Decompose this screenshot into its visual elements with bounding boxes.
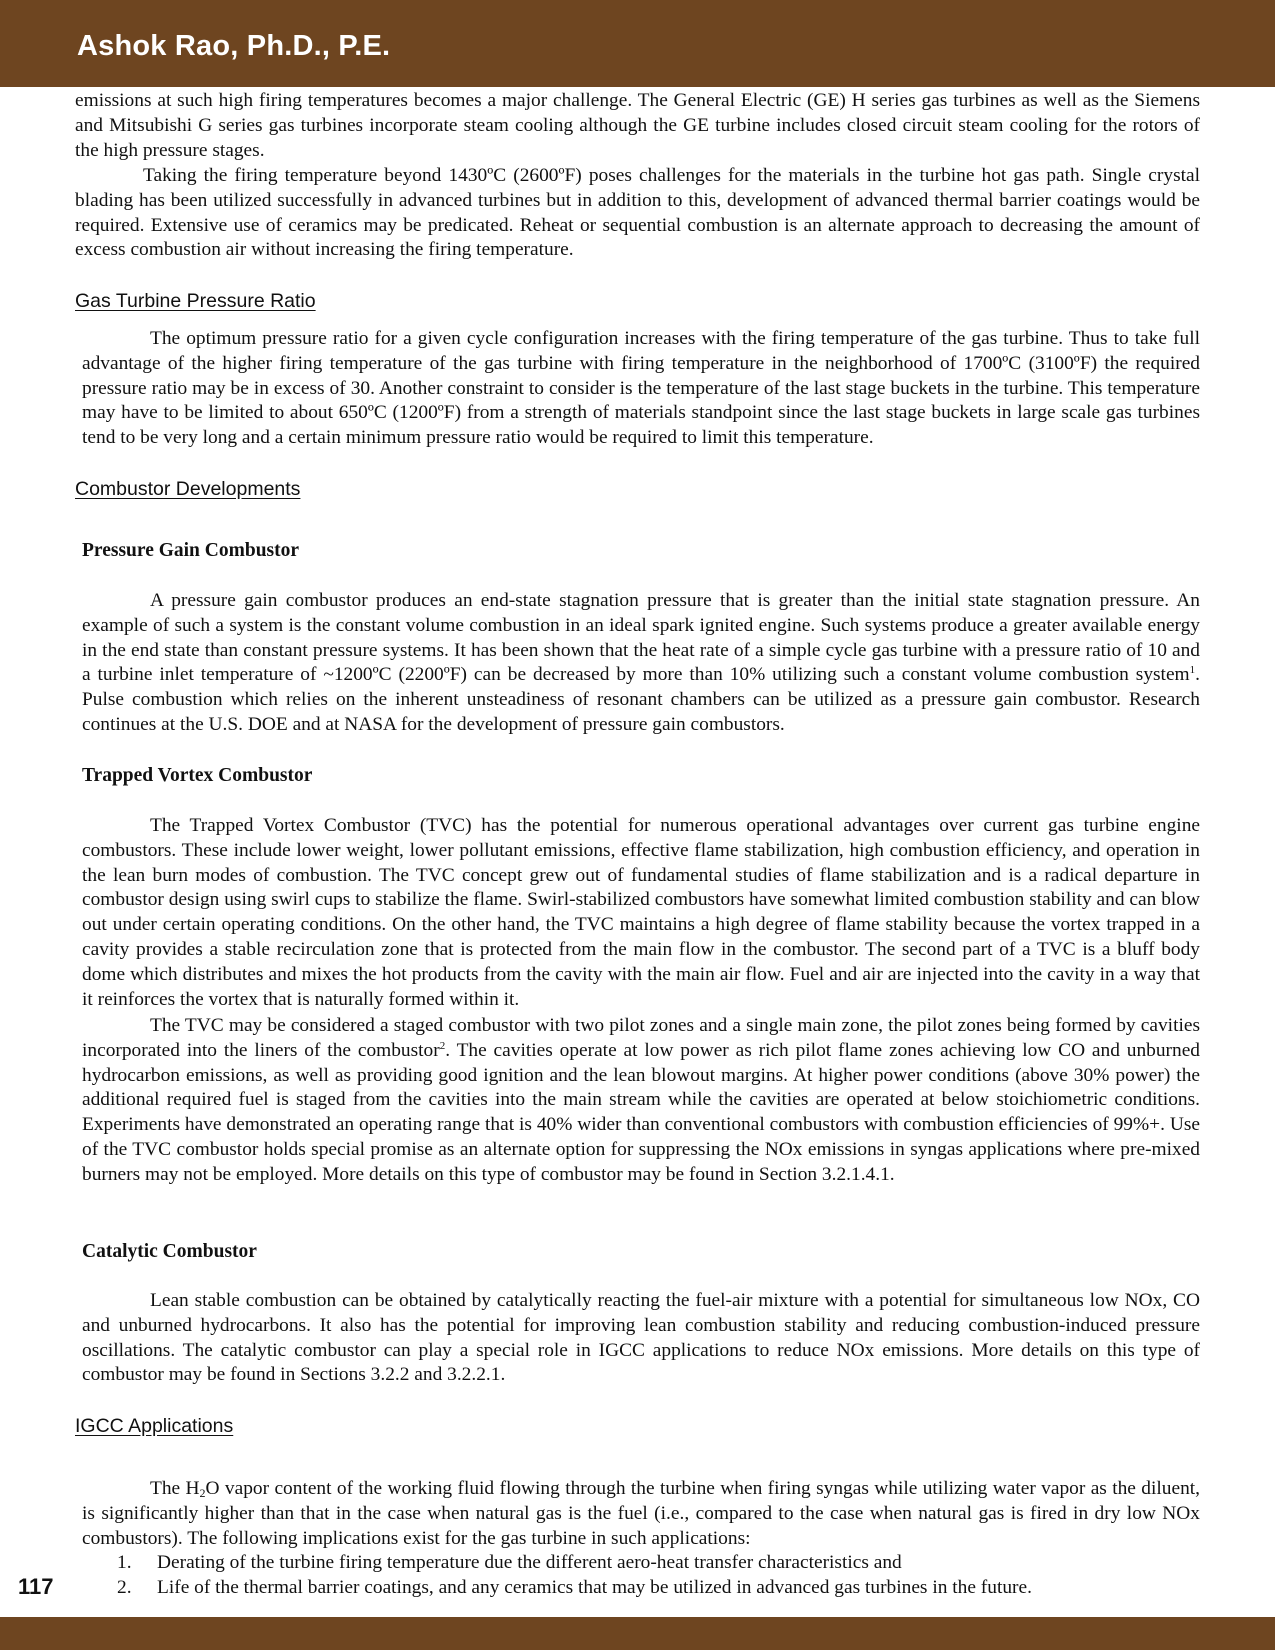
paragraph-igcc-text-b: O vapor content of the working fluid flowing through the turbine when firing syngas while utilizing water vapor as the diluent, is significantly higher than that in the case when natural gas is the fuel (i.e., compared to the case when natural gas is fired in dry low NOx combustors). The following implications exist for the gas turbine in such applications: bbox=[82, 1478, 1200, 1549]
paragraph-firing-temperature: Taking the firing temperature beyond 1430ºC (2600ºF) poses challenges for the materials in the turbine hot gas path. Single crystal blading has been utilized successfully in advanced turbines but in addition to this, development of advanced thermal barrier coatings would be required. Extensive use of ceramics may be predicated. Reheat or sequential combustion is an alternate approach to decreasing the amount of excess combustion air without increasing the firing temperature. bbox=[75, 165, 1200, 261]
paragraph-steam-cooling: emissions at such high firing temperatures becomes a major challenge. The General Electric (GE) H series gas turbines as well as the Siemens and Mitsubishi G series gas turbines incorporate steam cooling although the GE turbine includes closed circuit steam cooling for the rotors of the high pressure stages. bbox=[75, 90, 1200, 161]
paragraph-pressure-gain bbox=[82, 589, 1200, 738]
heading-combustor-developments: Combustor Developments bbox=[75, 478, 301, 500]
water-subscript: 2 bbox=[199, 1486, 206, 1500]
paragraph-igcc-text-a: The H bbox=[150, 1478, 200, 1499]
paragraph-pressure-gain-text-a: A pressure gain combustor produces an end-state stagnation pressure that is greater than the initial state stagnation pressure. An example of such a system is the constant volume combustion in an ideal spark ignited engine. Such systems produce a greater available energy in the end state than constant pressure systems. It has been shown that the heat rate of a simple cycle gas turbine with a pressure ratio of 10 and a turbine inlet temperature of ~1200ºC (2200ºF) can be decreased by more than 10% utilizing such a constant volume combustion system bbox=[82, 590, 1200, 686]
list-item-number: 1. bbox=[117, 1552, 132, 1573]
paragraph-igcc bbox=[82, 1477, 1200, 1551]
list-item-text: Derating of the turbine firing temperature due the different aero-heat transfer characteristics and bbox=[157, 1552, 902, 1573]
heading-trapped-vortex-combustor: Trapped Vortex Combustor bbox=[82, 765, 313, 786]
footnote-ref-2: 2 bbox=[439, 1039, 446, 1052]
paragraph-tvc-staging bbox=[82, 1014, 1200, 1188]
list-item-number: 2. bbox=[117, 1576, 132, 1598]
page-header bbox=[0, 0, 1275, 87]
heading-pressure-ratio: Gas Turbine Pressure Ratio bbox=[75, 290, 316, 312]
footnote-ref-1: 1 bbox=[1189, 664, 1196, 677]
paragraph-tvc-staging-text-b: . The cavities operate at low power as rich pilot flame zones achieving low CO and unburned hydrocarbon emissions, as well as providing good ignition and the lean blowout margins. At higher power conditions (above 30% power) the additional required fuel is staged from the cavities into the main stream while the cavities are operated at below stoichiometric conditions. Experiments have demonstrated an operating range that is 40% wider than conventional combustors with combustion efficiencies of 99%+. Use of the TVC combustor holds special promise as an alternate option for suppressing the NOx emissions in syngas applications where pre-mixed burners may not be employed. More details on this type of combustor may be found in Section 3.2.1.4.1. bbox=[82, 1039, 1201, 1185]
heading-igcc-applications: IGCC Applications bbox=[75, 1415, 234, 1437]
heading-catalytic-combustor: Catalytic Combustor bbox=[82, 1241, 257, 1262]
paragraph-pressure-gain-text-b: . Pulse combustion which relies on the inherent unsteadiness of resonant chambers can be utilized as a pressure gain combustor. Research continues at the U.S. DOE and at NASA for the development of pressure gain combustors. bbox=[82, 664, 1200, 735]
list-item-text: Life of the thermal barrier coatings, and any ceramics that may be utilized in advanced gas turbines in the future. bbox=[157, 1576, 1032, 1598]
author-name: Ashok Rao, Ph.D., P.E. bbox=[77, 30, 391, 62]
paragraph-catalytic: Lean stable combustion can be obtained by catalytically reacting the fuel-air mixture with a potential for simultaneous low NOx, CO and unburned hydrocarbons. It also has the potential for improving lean combustion stability and reducing combustion-induced pressure oscillations. The catalytic combustor can play a special role in IGCC applications to reduce NOx emissions. More details on this type of combustor may be found in Sections 3.2.2 and 3.2.2.1. bbox=[82, 1290, 1200, 1386]
paragraph-pressure-ratio: The optimum pressure ratio for a given cycle configuration increases with the firing temperature of the gas turbine. Thus to take full advantage of the higher firing temperature of the gas turbine with firing temperature in the neighborhood of 1700ºC (3100ºF) the required pressure ratio may be in excess of 30. Another constraint to consider is the temperature of the last stage buckets in the turbine. This temperature may have to be limited to about 650ºC (1200ºF) from a strength of materials standpoint since the last stage buckets in large scale gas turbines tend to be very long and a certain minimum pressure ratio would be required to limit this temperature. bbox=[82, 328, 1200, 449]
implications-list bbox=[117, 1551, 1032, 1601]
list-item bbox=[117, 1576, 1032, 1601]
paragraph-tvc-staging-text-a: The TVC may be considered a staged combustor with two pilot zones and a single main zone, the pilot zones being formed by cavities incorporated into the liners of the combustor bbox=[82, 1015, 1200, 1061]
paragraph-tvc-overview: The Trapped Vortex Combustor (TVC) has the potential for numerous operational advantages over current gas turbine engine combustors. These include lower weight, lower pollutant emissions, effective flame stabilization, high combustion efficiency, and operation in the lean burn modes of combustion. The TVC concept grew out of fundamental studies of flame stabilization and is a radical departure in combustor design using swirl cups to stabilize the flame. Swirl-stabilized combustors have somewhat limited combustion stability and can blow out under certain operating conditions. On the other hand, the TVC maintains a high degree of flame stability because the vortex trapped in a cavity provides a stable recirculation zone that is protected from the main flow in the combustor. The second part of a TVC is a bluff body dome which distributes and mixes the hot products from the cavity with the main air flow. Fuel and air are injected into the cavity in a way that it reinforces the vortex that is naturally formed within it. bbox=[82, 815, 1200, 1010]
list-item bbox=[117, 1551, 1032, 1576]
page-number: 117 bbox=[18, 1574, 54, 1599]
heading-pressure-gain-combustor: Pressure Gain Combustor bbox=[82, 540, 300, 561]
page-footer-bar bbox=[0, 1617, 1275, 1650]
